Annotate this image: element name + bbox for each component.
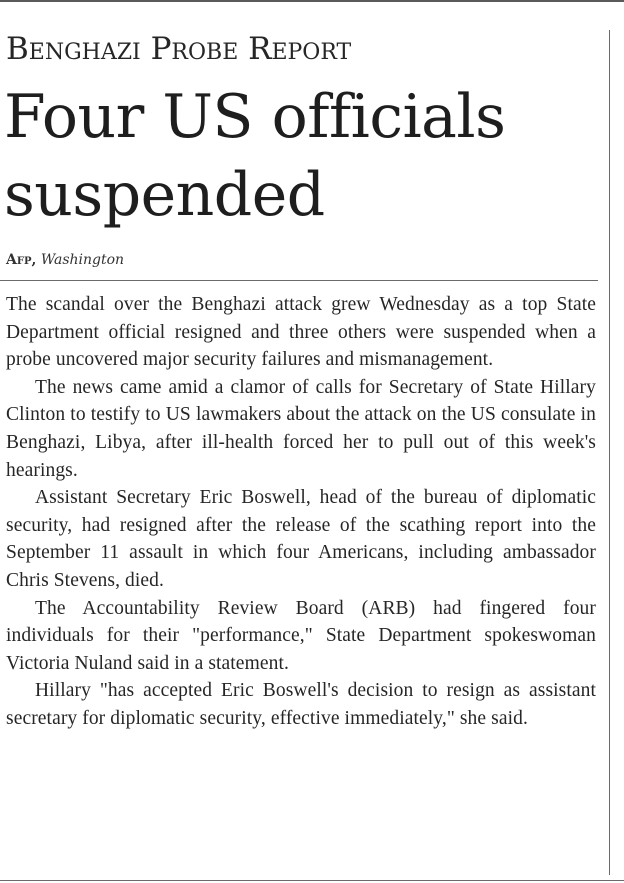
byline (6, 251, 124, 269)
article-body (6, 291, 596, 733)
paragraph: The Accountability Review Board (ARB) had fingered four individuals for their "performance," State Department spokeswoman Victoria Nuland said in a statement. (6, 597, 596, 674)
kicker: Benghazi Probe Report (6, 31, 352, 67)
paragraph: Hillary "has accepted Eric Boswell's decision to resign as assistant secretary for diplomatic security, effective immediately," she said. (6, 680, 596, 729)
paragraph: Assistant Secretary Eric Boswell, head of the bureau of diplomatic security, had resigned after the release of the scathing report into the September 11 assault in which four Americans, including ambassador Chris Stevens, died. (6, 487, 596, 591)
column-rule (609, 30, 610, 875)
byline-place: Washington (40, 252, 125, 268)
headline: Four US officials suspended (4, 82, 506, 230)
byline-agency: Afp, (6, 252, 37, 268)
top-rule (0, 0, 624, 2)
bottom-rule (0, 880, 624, 881)
paragraph: The news came amid a clamor of calls for Secretary of State Hillary Clinton to testify to US lawmakers about the attack on the US consulate in Benghazi, Libya, after ill-health forced her to pull out of this week's hearings. (6, 376, 596, 481)
byline-rule (0, 280, 598, 281)
paragraph: The scandal over the Benghazi attack grew Wednesday as a top State Department official resigned and three others were suspended when a probe uncovered major security failures and mismanagement. (6, 294, 596, 371)
